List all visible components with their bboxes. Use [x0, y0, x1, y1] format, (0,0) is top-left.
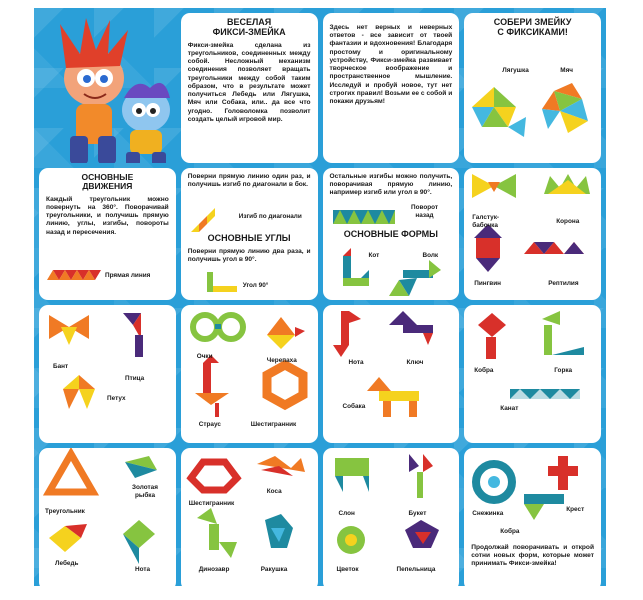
card-bow-bird [39, 305, 176, 443]
label-dinosaur: Динозавр [198, 566, 230, 573]
card-collect-title [471, 18, 594, 38]
frog-and-ball-shapes [464, 77, 597, 157]
label-cat: Кот [368, 252, 380, 259]
label-slide: Горка [554, 367, 573, 374]
flower-shape [337, 526, 365, 554]
label-rooster: Петух [107, 395, 126, 402]
label-straight-line: Прямая линия [105, 272, 151, 279]
bird-shape [123, 313, 143, 357]
card-glasses-turtle [181, 305, 318, 443]
label-ashtray: Пепельница [396, 566, 436, 573]
triangle-shape [49, 454, 93, 492]
label-goldfish: Золотая рыбка [132, 484, 158, 499]
fixies-characters-illustration [46, 18, 176, 163]
label-bow-tie: Галстук-бабочка [472, 214, 500, 229]
snowflake-shape [476, 464, 512, 500]
ostrich-shape [195, 355, 229, 417]
label-reptile: Рептилия [548, 280, 579, 287]
label-ostrich: Страус [198, 421, 221, 428]
rooster-shape [63, 375, 95, 409]
turn-back-shape [333, 210, 395, 224]
title-line-2: ФИКСИ-ЗМЕЙКА [212, 26, 286, 37]
cobra-shape [478, 313, 506, 359]
label-hexagon-2: Шестигранник [188, 500, 235, 507]
card-note-key [323, 305, 460, 443]
label-flower: Цветок [336, 566, 359, 573]
card-cobra-slide [464, 305, 601, 443]
glasses-turtle-ostrich-hexagon-shapes [181, 305, 314, 439]
note-key-dog-shapes [323, 305, 456, 439]
card-creativity [323, 13, 460, 163]
card-snowflake-cross [464, 448, 601, 591]
label-rope: Канат [500, 405, 519, 412]
label-wolf: Волк [422, 252, 439, 259]
label-dog: Собака [342, 403, 366, 410]
turtle-shape [267, 317, 305, 349]
glasses-shape [193, 315, 243, 339]
label-swan: Лебедь [55, 560, 79, 567]
wolf-shape [389, 260, 441, 296]
label-turn-back: Поворот назад [410, 204, 439, 219]
shell-shape [265, 514, 293, 548]
card-intro-text: Фикси-змейка сделана из треугольников, соединенных между собой. Несложный механизм соединения позволяет вращать треугольники между собой таким образом, что в результате может получиться Лебедь или Лягушка, Мяч или Собака, или.. да все что угодно. Головоломка позволит создать целый игровой мир. [187, 41, 311, 123]
card-shapes-text: Остальные изгибы можно получить, поворачивая прямую линию, например изгиб или угол в 90°. [329, 173, 453, 197]
label-note: Нота [348, 359, 364, 366]
label-diagonal-bend: Изгиб по диагонали [238, 213, 302, 220]
card-hexagon-braid [181, 448, 318, 591]
label-cross: Крест [566, 506, 585, 513]
card-tie-crown [464, 168, 601, 300]
label-braid: Коса [266, 488, 282, 495]
label-ball: Мяч [560, 67, 574, 74]
label-bouquet: Букет [408, 510, 427, 517]
fixie-blue-character [122, 83, 170, 163]
fixie-red-character [60, 18, 128, 163]
card-elephant-bouquet [323, 448, 460, 591]
card-final-text: Продолжай поворачивать и открой сотни новых форм, которые может принимать Фикси-змейка! [471, 544, 594, 568]
card-shapes-title: ОСНОВНЫЕ ФОРМЫ [343, 229, 438, 239]
tie-crown-penguin-reptile-shapes [464, 168, 597, 296]
label-snowflake: Снежинка [472, 510, 504, 517]
label-note-2: Нота [135, 566, 151, 573]
card-intro-title [188, 18, 311, 38]
title-line-1: ОСНОВНЫЕ [81, 172, 134, 182]
label-cobra: Кобра [474, 367, 494, 374]
instruction-sheet [34, 8, 606, 586]
card-basic-angles [181, 168, 318, 300]
goldfish-shape [125, 456, 157, 478]
card-fixies-illustration [39, 13, 176, 163]
cobra-shape-2 [524, 494, 564, 520]
label-hexagon: Шестигранник [250, 421, 297, 428]
dinosaur-shape [197, 508, 237, 558]
card-angles-text-1: Поверни прямую линию один раз, и получишь изгиб по диагонали в бок. [187, 173, 311, 189]
card-angles-title: ОСНОВНЫЕ УГЛЫ [207, 233, 291, 243]
label-elephant: Слон [338, 510, 355, 517]
label-cobra-2: Кобра [500, 528, 520, 535]
rope-shape [510, 389, 580, 399]
title-line-2: ДВИЖЕНИЯ [82, 181, 133, 192]
straight-line-shape [47, 270, 101, 280]
ashtray-shape [405, 520, 439, 548]
note-shape [333, 311, 361, 357]
card-angles-text-2: Поверни прямую линию два раза, и получишь угол в 90°. [187, 248, 311, 264]
label-bow: Бант [53, 363, 69, 370]
label-angle-90: Угол 90° [242, 282, 269, 289]
dog-shape [367, 377, 419, 417]
label-glasses: Очки [196, 353, 213, 360]
reptile-shape [524, 242, 584, 254]
bow-shape [49, 315, 89, 345]
label-triangle: Треугольник [45, 508, 85, 515]
braid-shape [257, 456, 305, 476]
diagonal-bend-shape [191, 202, 217, 232]
label-penguin: Пингвин [474, 280, 502, 287]
swan-shape [49, 524, 87, 552]
penguin-shape [474, 224, 502, 272]
hexagon-shape [267, 365, 303, 405]
card-basic-shapes [323, 168, 460, 300]
note-shape-2 [123, 520, 155, 564]
card-basic-moves [39, 168, 176, 300]
cross-shape [548, 456, 578, 490]
angle-90-shape [207, 272, 237, 292]
hexagon-shape-2 [191, 462, 237, 490]
title-line-1: ВЕСЕЛАЯ [226, 17, 272, 27]
bow-tie-shape [472, 174, 516, 198]
key-shape [389, 311, 433, 345]
card-creativity-text: Здесь нет верных и неверных ответов - все зависит от твоей фантазии и вдохновения! Благодаря простому и оригинальному устройству, Фикси-змейка развивает творческое воображение и пространственное мышление. Исследуй и пробуй новое, тут нет строгих правил! Возьми ее с собой и покажи друзьям! [329, 24, 453, 106]
crown-shape [544, 174, 590, 194]
title-line-2: С ФИКСИКАМИ! [497, 26, 568, 37]
card-triangle-swan [39, 448, 176, 591]
title-line-1: СОБЕРИ ЗМЕЙКУ [493, 17, 572, 27]
label-key: Ключ [406, 359, 424, 366]
elephant-shape [335, 458, 369, 492]
bow-bird-rooster-shapes [39, 305, 172, 439]
slide-shape [542, 311, 584, 355]
label-frog: Лягушка [502, 67, 529, 74]
card-basic-moves-title [46, 173, 169, 192]
card-collect [464, 13, 601, 163]
card-basic-moves-text: Каждый треугольник можно повернуть на 360°. Поворачивай треугольники, и получишь прямую линию, углы, изгибы, повороты назад и пересечения. [46, 195, 169, 236]
bouquet-shape [409, 454, 433, 498]
snowflake-cross-cobra-shapes [464, 448, 597, 548]
label-turtle: Черепаха [266, 357, 297, 364]
label-bird: Птица [125, 375, 145, 382]
frog-shape [472, 87, 526, 137]
label-shell: Ракушка [260, 566, 288, 573]
ball-shape [542, 83, 588, 133]
label-crown: Корона [556, 218, 580, 225]
card-intro [181, 13, 318, 163]
